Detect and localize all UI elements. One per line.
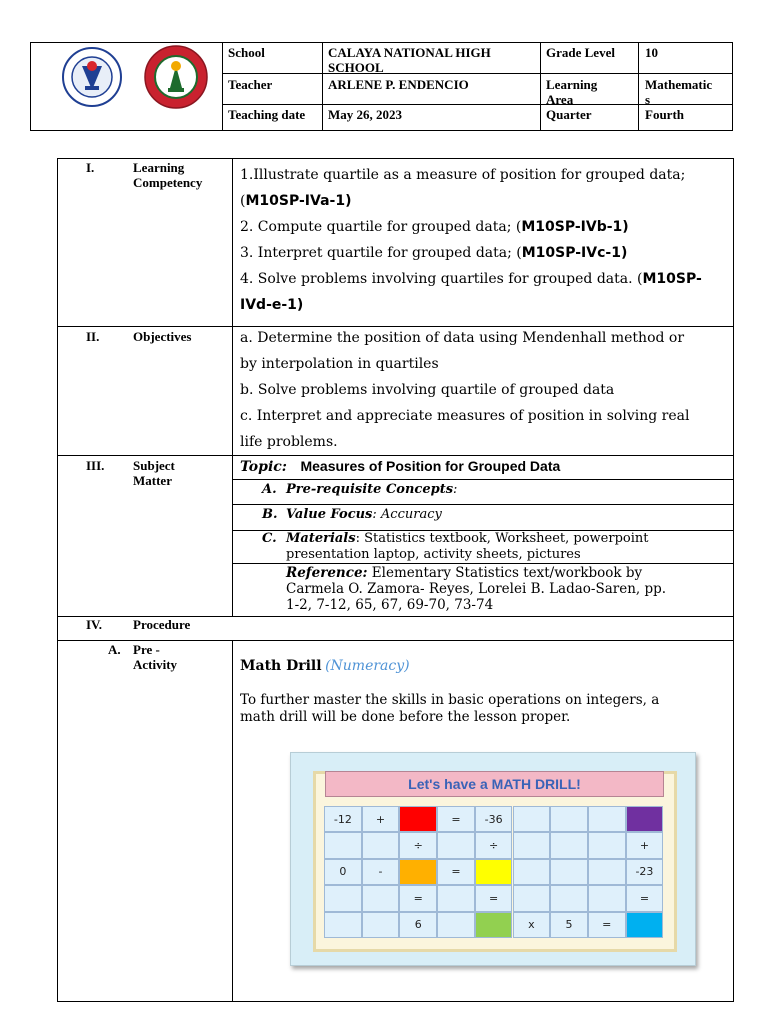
- quarter-label: Quarter: [546, 107, 592, 122]
- math-drill-description: [240, 692, 659, 726]
- drill-cell: +: [626, 832, 664, 858]
- drill-cell: =: [437, 859, 475, 885]
- drill-cell: [513, 859, 551, 885]
- drill-cell: [399, 806, 437, 832]
- drill-cell: =: [399, 885, 437, 911]
- pre-activity-letter: A.: [108, 642, 121, 657]
- drill-cell: [362, 832, 400, 858]
- drill-cell: -23: [626, 859, 664, 885]
- school-value-line1: CALAYA NATIONAL HIGH: [328, 45, 491, 60]
- reference-block: [286, 565, 666, 613]
- area-label-line2: Area: [546, 92, 574, 107]
- objective-c-line2: life problems.: [240, 434, 338, 450]
- competency-1-code: (M10SP-IVa-1): [240, 193, 352, 209]
- description-line-2: math drill will be done before the lesson proper.: [240, 709, 571, 725]
- drill-cell: [475, 859, 513, 885]
- competency-1: 1.Illustrate quartile as a measure of position for grouped data;: [240, 167, 686, 183]
- drill-cell: 5: [550, 912, 588, 938]
- section-2-number: II.: [86, 329, 100, 344]
- numeracy-tag: (Numeracy): [325, 658, 410, 674]
- section-1-label-line2: Competency: [133, 175, 203, 190]
- drill-cell: 0: [324, 859, 362, 885]
- topic-title: Measures of Position for Grouped Data: [300, 458, 561, 474]
- date-label: Teaching date: [228, 107, 306, 122]
- drill-cell: x: [513, 912, 551, 938]
- section-4-label: Procedure: [133, 617, 191, 632]
- objective-b: b. Solve problems involving quartile of grouped data: [240, 382, 615, 398]
- competency-3: 3. Interpret quartile for grouped data; (M10SP-IVc-1): [240, 245, 628, 261]
- date-value: May 26, 2023: [328, 107, 403, 122]
- section-2-label: Objectives: [133, 329, 192, 344]
- competency-4-code: IVd-e-1): [240, 297, 304, 313]
- section-1-number: I.: [86, 160, 95, 175]
- math-drill-heading: [240, 658, 410, 675]
- drill-cell: [399, 859, 437, 885]
- area-value-line1: Mathematic: [645, 77, 713, 92]
- drill-cell: -12: [324, 806, 362, 832]
- drill-cell: [437, 912, 475, 938]
- drill-cell: ÷: [399, 832, 437, 858]
- section-3-label-line1: Subject: [133, 458, 175, 473]
- pre-activity-label: [133, 642, 177, 672]
- section-3-label-line2: Matter: [133, 473, 172, 488]
- section-1-label-line1: Learning: [133, 160, 185, 175]
- area-label-line1: Learning: [546, 77, 598, 92]
- reference-line-1: Reference: Elementary Statistics text/workbook by: [286, 565, 643, 581]
- math-drill-banner: [325, 771, 664, 797]
- drill-cell: [513, 885, 551, 911]
- drill-cell: [588, 806, 626, 832]
- drill-cell: =: [437, 806, 475, 832]
- drill-cell: [362, 885, 400, 911]
- drill-cell: [626, 806, 664, 832]
- competency-4: 4. Solve problems involving quartiles for grouped data. (M10SP-: [240, 271, 702, 287]
- math-drill-grid: [324, 806, 664, 938]
- section-3-number: III.: [86, 458, 105, 473]
- area-value-line2: s: [645, 92, 651, 107]
- drill-cell: 6: [399, 912, 437, 938]
- drill-cell: [324, 832, 362, 858]
- drill-cell: =: [626, 885, 664, 911]
- drill-cell: [513, 806, 551, 832]
- quarter-value: Fourth: [645, 107, 684, 122]
- drill-cell: =: [588, 912, 626, 938]
- prereq-line: A. Pre-requisite Concepts:: [262, 482, 458, 497]
- drill-cell: [550, 859, 588, 885]
- competency-2: 2. Compute quartile for grouped data; (M10SP-IVb-1): [240, 219, 629, 235]
- value-focus-line: B. Value Focus: Accuracy: [262, 507, 442, 522]
- objective-a-line2: by interpolation in quartiles: [240, 356, 439, 372]
- drill-cell: [550, 832, 588, 858]
- drill-cell: [324, 912, 362, 938]
- grade-label: Grade Level: [546, 45, 615, 60]
- school-value: [328, 45, 491, 75]
- description-line-1: To further master the skills in basic operations on integers, a: [240, 692, 660, 708]
- objectives-list: [240, 325, 728, 455]
- drill-cell: [550, 885, 588, 911]
- competency-list: [240, 162, 728, 318]
- drill-cell: [437, 885, 475, 911]
- materials-line: C. Materials: Statistics textbook, Worksheet, powerpoint: [262, 531, 649, 546]
- drill-cell: [475, 912, 513, 938]
- banner-text: Let's have a MATH DRILL!: [408, 776, 581, 792]
- drill-cell: [588, 885, 626, 911]
- section-3-label: [133, 458, 175, 488]
- school-label: School: [228, 45, 265, 60]
- area-label: [546, 77, 597, 107]
- drill-cell: [437, 832, 475, 858]
- drill-cell: [626, 912, 664, 938]
- section-1-label: [133, 160, 202, 190]
- drill-cell: =: [475, 885, 513, 911]
- drill-cell: [550, 806, 588, 832]
- teacher-label: Teacher: [228, 77, 273, 92]
- school-seal: [140, 44, 212, 110]
- drill-cell: -36: [475, 806, 513, 832]
- drill-cell: [513, 832, 551, 858]
- area-value: [645, 77, 712, 107]
- school-value-line2: SCHOOL: [328, 60, 384, 75]
- drill-cell: [362, 912, 400, 938]
- materials-line-2: presentation laptop, activity sheets, pictures: [286, 547, 581, 562]
- drill-cell: +: [362, 806, 400, 832]
- drill-cell: -: [362, 859, 400, 885]
- math-drill-title: Math Drill: [240, 658, 322, 674]
- reference-line-2: Carmela O. Zamora- Reyes, Lorelei B. Ladao-Saren, pp.: [286, 581, 667, 597]
- teacher-value: ARLENE P. ENDENCIO: [328, 77, 469, 92]
- section-4-number: IV.: [86, 617, 103, 632]
- drill-cell: [324, 885, 362, 911]
- math-drill-card: [290, 752, 696, 966]
- pre-activity-label-line1: Pre -: [133, 642, 160, 657]
- grade-value: 10: [645, 45, 658, 60]
- topic-label: Topic:: [240, 459, 287, 475]
- objective-c-line1: c. Interpret and appreciate measures of position in solving real: [240, 408, 690, 424]
- reference-line-3: 1-2, 7-12, 65, 67, 69-70, 73-74: [286, 597, 494, 613]
- objective-a-line1: a. Determine the position of data using Mendenhall method or: [240, 330, 685, 346]
- deped-seal: [52, 46, 132, 108]
- drill-cell: ÷: [475, 832, 513, 858]
- topic-line: [240, 458, 560, 476]
- pre-activity-label-line2: Activity: [133, 657, 178, 672]
- drill-cell: [588, 859, 626, 885]
- drill-cell: [588, 832, 626, 858]
